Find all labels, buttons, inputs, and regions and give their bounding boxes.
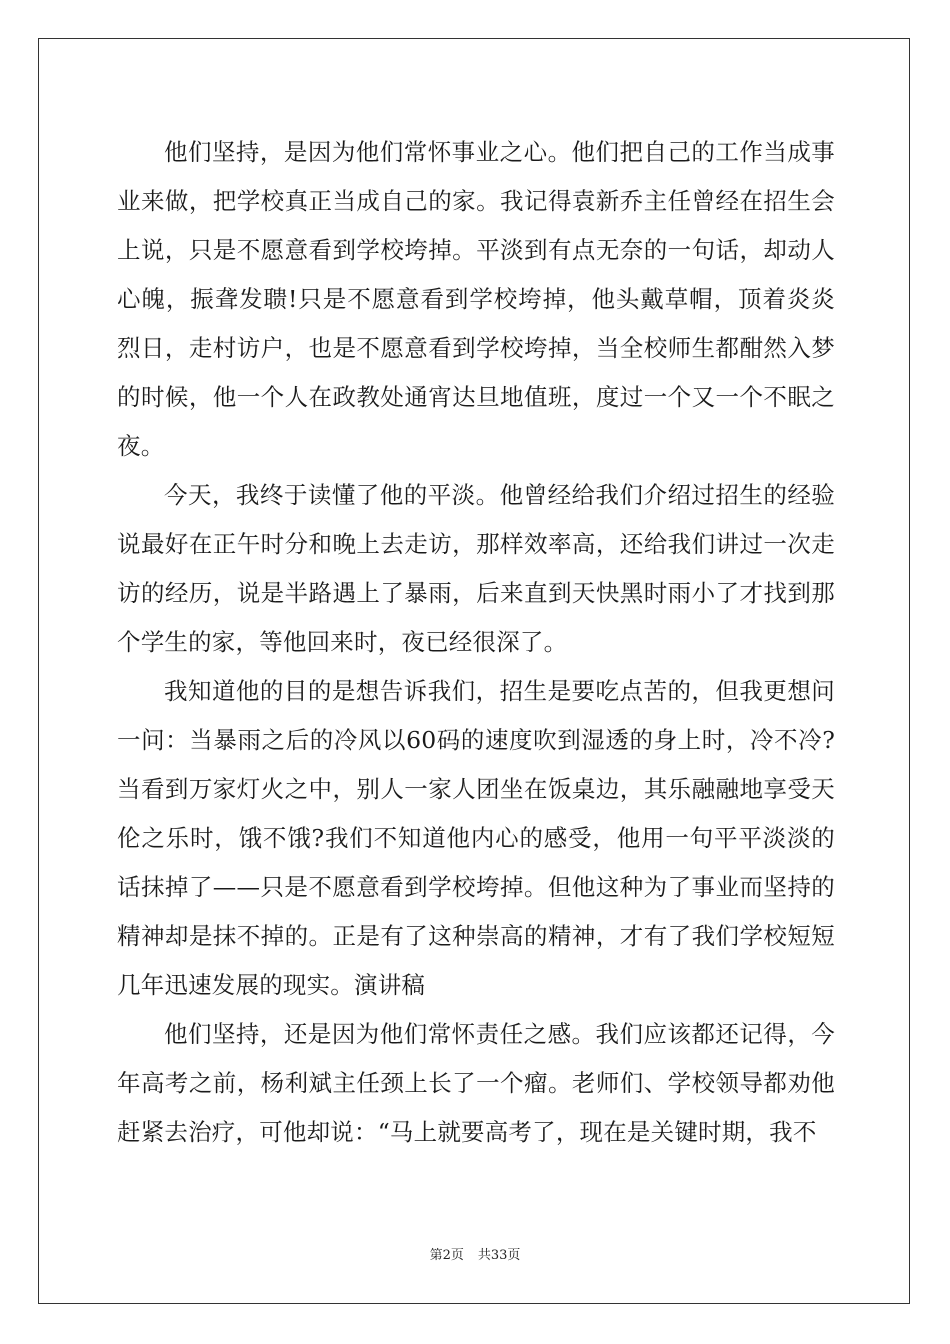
page-footer bbox=[0, 1244, 950, 1263]
paragraph-3: 我知道他的目的是想告诉我们，招生是要吃点苦的，但我更想问一问：当暴雨之后的冷风以60码的速度吹到湿透的身上时，冷不冷?当看到万家灯火之中，别人一家人团坐在饭桌边，其乐融融地享受天伦之乐时，饿不饿?我们不知道他内心的感受，他用一句平平淡淡的话抹掉了——只是不愿意看到学校垮掉。但他这种为了事业而坚持的精神却是抹不掉的。正是有了这种崇高的精神，才有了我们学校短短几年迅速发展的现实。演讲稿 bbox=[117, 677, 835, 999]
paragraph-1: 他们坚持，是因为他们常怀事业之心。他们把自己的工作当成事业来做，把学校真正当成自己的家。我记得袁新乔主任曾经在招生会上说，只是不愿意看到学校垮掉。平淡到有点无奈的一句话，却动人心魄，振聋发聩!只是不愿意看到学校垮掉，他头戴草帽，顶着炎炎烈日，走村访户，也是不愿意看到学校垮掉，当全校师生都酣然入梦的时候，他一个人在政教处通宵达旦地值班，度过一个又一个不眠之夜。 bbox=[117, 138, 835, 460]
paragraph-2: 今天，我终于读懂了他的平淡。他曾经给我们介绍过招生的经验说最好在正午时分和晚上去走访，那样效率高，还给我们讲过一次走访的经历，说是半路遇上了暴雨，后来直到天快黑时雨小了才找到那个学生的家，等他回来时，夜已经很深了。 bbox=[117, 481, 835, 656]
page-number: 第2页 bbox=[429, 1248, 464, 1263]
total-pages: 共33页 bbox=[477, 1248, 521, 1263]
paragraph-4: 他们坚持，还是因为他们常怀责任之感。我们应该都还记得，今年高考之前，杨利斌主任颈上长了一个瘤。老师们、学校领导都劝他赶紧去治疗，可他却说：“马上就要高考了，现在是关键时期，我不 bbox=[117, 1020, 835, 1146]
document-body bbox=[117, 128, 835, 1157]
